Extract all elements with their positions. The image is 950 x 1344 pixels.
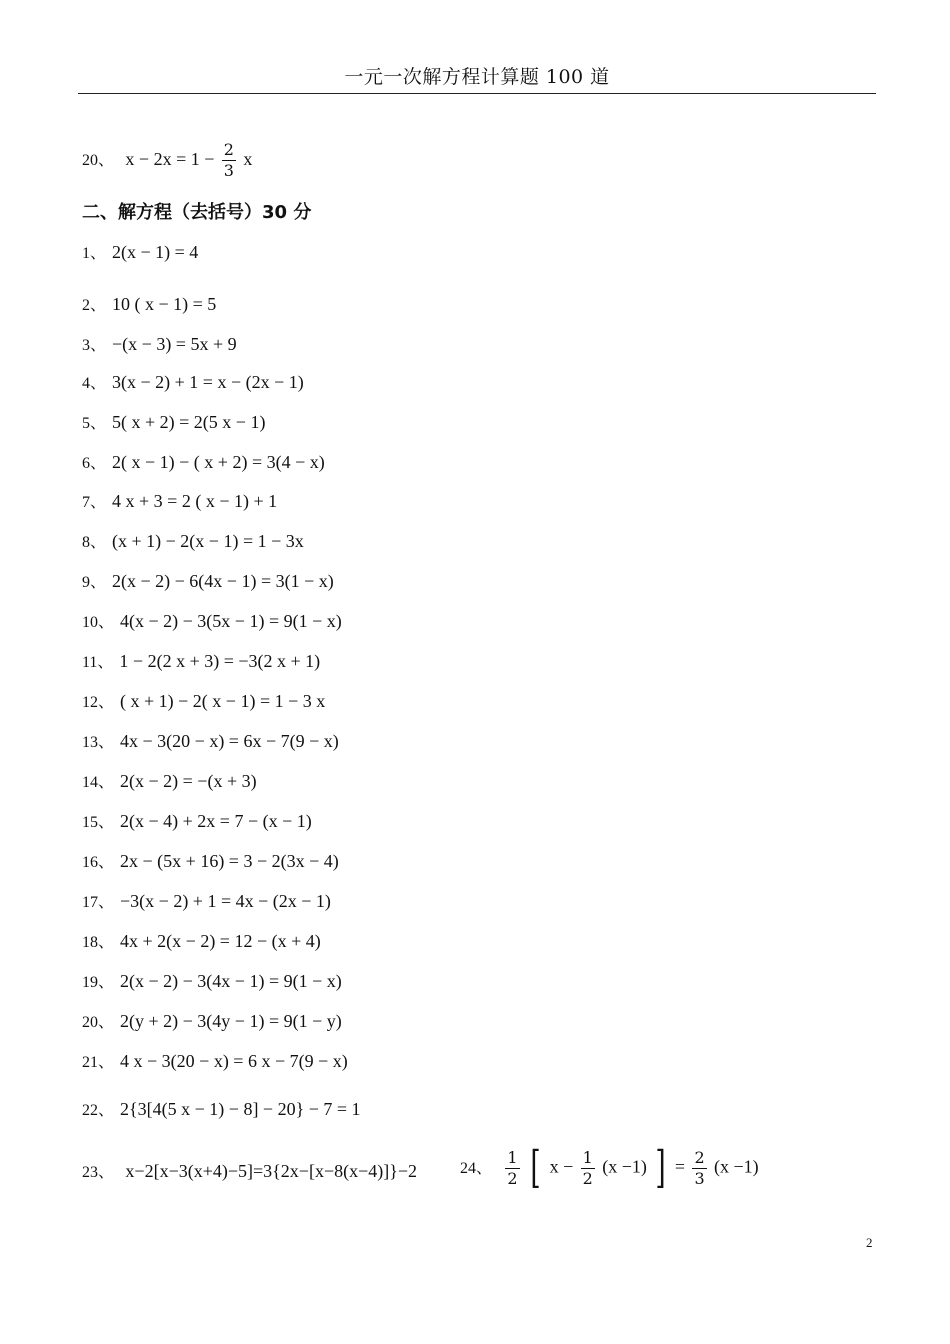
question-number: 11、 bbox=[82, 654, 114, 671]
equation: 10 ( x − 1) = 5 bbox=[112, 294, 217, 314]
equation-item bbox=[82, 293, 216, 317]
question-number: 19、 bbox=[82, 974, 115, 991]
equation-item bbox=[82, 650, 320, 674]
question-number: 15、 bbox=[82, 814, 115, 831]
equation: 2{3[4(5 x − 1) − 8] − 20} − 7 = 1 bbox=[120, 1099, 361, 1119]
equation: 2(x − 2) − 6(4x − 1) = 3(1 − x) bbox=[112, 571, 334, 591]
question-number: 14、 bbox=[82, 774, 115, 791]
equation-item bbox=[82, 241, 198, 265]
equation-left: x − 2x = 1 − bbox=[125, 149, 215, 169]
fraction-two-thirds bbox=[692, 1148, 706, 1189]
question-number: 10、 bbox=[82, 614, 115, 631]
question-number: 9、 bbox=[82, 574, 107, 591]
question-number: 23、 bbox=[82, 1164, 115, 1181]
question-number: 13、 bbox=[82, 734, 115, 751]
equation-item bbox=[82, 1050, 348, 1074]
question-number: 24、 bbox=[460, 1159, 493, 1177]
question-number: 3、 bbox=[82, 337, 107, 354]
equation: ( x + 1) − 2( x − 1) = 1 − 3 x bbox=[120, 691, 326, 711]
equation-item bbox=[82, 970, 342, 994]
fraction bbox=[222, 140, 236, 181]
question-20-part1 bbox=[82, 140, 252, 181]
fraction-denominator: 3 bbox=[223, 161, 234, 180]
left-bracket: [ bbox=[530, 1142, 541, 1193]
equation-item bbox=[82, 890, 331, 914]
equation: −3(x − 2) + 1 = 4x − (2x − 1) bbox=[120, 891, 331, 911]
question-number: 7、 bbox=[82, 494, 107, 511]
fraction-numerator: 1 bbox=[582, 1147, 593, 1167]
equation-item bbox=[82, 451, 325, 475]
fraction-half bbox=[505, 1148, 519, 1189]
equation-item bbox=[82, 1010, 342, 1034]
equation-item bbox=[82, 850, 339, 874]
equation-item bbox=[82, 690, 325, 714]
question-number: 20、 bbox=[82, 1014, 115, 1031]
equation: 2(x − 2) = −(x + 3) bbox=[120, 771, 257, 791]
equation: −(x − 3) = 5x + 9 bbox=[112, 334, 237, 354]
question-number: 4、 bbox=[82, 375, 107, 392]
equation: 2(x − 4) + 2x = 7 − (x − 1) bbox=[120, 811, 312, 831]
equation: 4 x + 3 = 2 ( x − 1) + 1 bbox=[112, 491, 278, 511]
equation: 2(x − 1) = 4 bbox=[112, 242, 199, 262]
equation-right: x bbox=[243, 149, 253, 169]
equation: 3(x − 2) + 1 = x − (2x − 1) bbox=[112, 372, 304, 392]
question-23 bbox=[82, 1160, 417, 1184]
question-24 bbox=[460, 1142, 759, 1193]
tail: (x −1) bbox=[714, 1156, 759, 1177]
equation-item bbox=[82, 490, 277, 514]
fraction-numerator: 1 bbox=[507, 1147, 518, 1167]
fraction-numerator: 2 bbox=[694, 1147, 705, 1167]
equation: 4x − 3(20 − x) = 6x − 7(9 − x) bbox=[120, 731, 339, 751]
question-number: 12、 bbox=[82, 694, 115, 711]
fraction-denominator: 2 bbox=[507, 1168, 518, 1188]
question-number: 20、 bbox=[82, 152, 115, 169]
equation: 5( x + 2) = 2(5 x − 1) bbox=[112, 412, 266, 432]
question-number: 6、 bbox=[82, 455, 107, 472]
equation-item bbox=[82, 333, 237, 357]
equation-item bbox=[82, 411, 265, 435]
equation-item bbox=[82, 1098, 361, 1122]
header-rule bbox=[78, 93, 876, 94]
question-number: 17、 bbox=[82, 894, 115, 911]
equation-item bbox=[82, 570, 334, 594]
section-title: 二、解方程（去括号）30 分 bbox=[82, 202, 312, 223]
equation: 4x + 2(x − 2) = 12 − (x + 4) bbox=[120, 931, 321, 951]
equation: 2(y + 2) − 3(4y − 1) = 9(1 − y) bbox=[120, 1011, 342, 1031]
inner-left: x − bbox=[549, 1156, 574, 1177]
equation: 1 − 2(2 x + 3) = −3(2 x + 1) bbox=[119, 651, 321, 671]
equation: 2(x − 2) − 3(4x − 1) = 9(1 − x) bbox=[120, 971, 342, 991]
question-number: 22、 bbox=[82, 1102, 115, 1119]
equation: x−2[x−3(x+4)−5]=3{2x−[x−8(x−4)]}−2 bbox=[125, 1161, 418, 1181]
equation-item bbox=[82, 730, 339, 754]
page-number: 2 bbox=[866, 1235, 873, 1250]
equation-item bbox=[82, 530, 304, 554]
fraction-numerator: 2 bbox=[223, 140, 234, 159]
right-bracket: ] bbox=[655, 1142, 667, 1193]
question-number: 16、 bbox=[82, 854, 115, 871]
equation-item bbox=[82, 810, 312, 834]
equation-item bbox=[82, 610, 342, 634]
fraction-half-inner bbox=[581, 1148, 595, 1189]
equation: 2x − (5x + 16) = 3 − 2(3x − 4) bbox=[120, 851, 339, 871]
question-number: 21、 bbox=[82, 1054, 115, 1071]
equation: 4(x − 2) − 3(5x − 1) = 9(1 − x) bbox=[120, 611, 342, 631]
page-header: 一元一次解方程计算题 100 道 bbox=[344, 66, 610, 88]
question-number: 2、 bbox=[82, 297, 107, 314]
question-number: 8、 bbox=[82, 534, 107, 551]
inner-right: (x −1) bbox=[602, 1156, 647, 1177]
equals-sign: = bbox=[674, 1156, 686, 1177]
fraction-denominator: 2 bbox=[582, 1168, 593, 1188]
equation: (x + 1) − 2(x − 1) = 1 − 3x bbox=[112, 531, 304, 551]
equation: 2( x − 1) − ( x + 2) = 3(4 − x) bbox=[112, 452, 325, 472]
question-number: 5、 bbox=[82, 415, 107, 432]
question-number: 18、 bbox=[82, 934, 115, 951]
fraction-denominator: 3 bbox=[694, 1168, 705, 1188]
equation-item bbox=[82, 371, 304, 395]
equation-item bbox=[82, 930, 321, 954]
question-number: 1、 bbox=[82, 245, 107, 262]
equation: 4 x − 3(20 − x) = 6 x − 7(9 − x) bbox=[120, 1051, 348, 1071]
equation-item bbox=[82, 770, 257, 794]
